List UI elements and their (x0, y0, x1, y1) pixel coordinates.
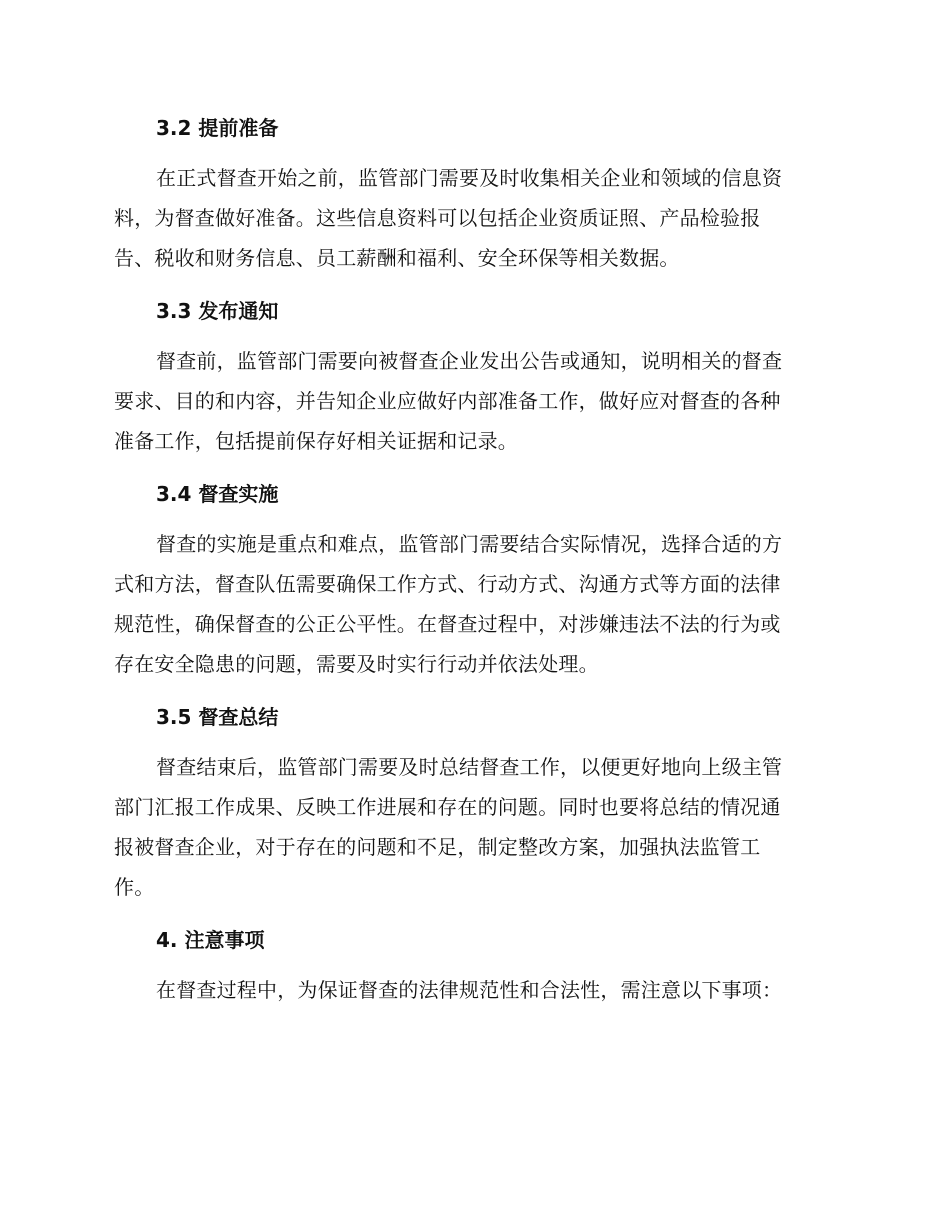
paragraph-line: 准备工作，包括提前保存好相关证据和记录。 (114, 429, 518, 453)
section-heading-3-3: 3.3 发布通知 (156, 299, 279, 323)
section-paragraph-3-2 (114, 158, 836, 278)
paragraph-line: 告、税收和财务信息、员工薪酬和福利、安全环保等相关数据。 (114, 246, 680, 270)
paragraph-line: 在督查过程中，为保证督查的法律规范性和合法性，需注意以下事项： (156, 978, 783, 1002)
section-heading-3-2: 3.2 提前准备 (156, 116, 279, 140)
section-paragraph-4 (114, 970, 836, 1010)
paragraph-line: 报被督查企业，对于存在的问题和不足，制定整改方案，加强执法监管工 (114, 835, 761, 859)
paragraph-line: 规范性，确保督查的公正公平性。在督查过程中，对涉嫌违法不法的行为或 (114, 612, 781, 636)
paragraph-line: 部门汇报工作成果、反映工作进展和存在的问题。同时也要将总结的情况通 (114, 795, 781, 819)
section-paragraph-3-5 (114, 747, 836, 907)
section-heading-3-4: 3.4 督查实施 (156, 482, 279, 506)
document-page (114, 108, 836, 1023)
section-heading-3-5: 3.5 督查总结 (156, 705, 279, 729)
section-paragraph-3-3 (114, 341, 836, 461)
paragraph-line: 督查前，监管部门需要向被督查企业发出公告或通知，说明相关的督查 (156, 349, 783, 373)
paragraph-line: 料，为督查做好准备。这些信息资料可以包括企业资质证照、产品检验报 (114, 206, 761, 230)
paragraph-line: 式和方法，督查队伍需要确保工作方式、行动方式、沟通方式等方面的法律 (114, 572, 781, 596)
paragraph-line: 要求、目的和内容，并告知企业应做好内部准备工作，做好应对督查的各种 (114, 389, 781, 413)
paragraph-line: 在正式督查开始之前，监管部门需要及时收集相关企业和领域的信息资 (156, 166, 783, 190)
paragraph-line: 督查结束后，监管部门需要及时总结督查工作，以便更好地向上级主管 (156, 755, 783, 779)
section-heading-4: 4. 注意事项 (156, 928, 265, 952)
paragraph-line: 作。 (114, 875, 155, 899)
paragraph-line: 存在安全隐患的问题，需要及时实行行动并依法处理。 (114, 652, 599, 676)
paragraph-line: 督查的实施是重点和难点，监管部门需要结合实际情况，选择合适的方 (156, 532, 783, 556)
section-paragraph-3-4 (114, 524, 836, 684)
